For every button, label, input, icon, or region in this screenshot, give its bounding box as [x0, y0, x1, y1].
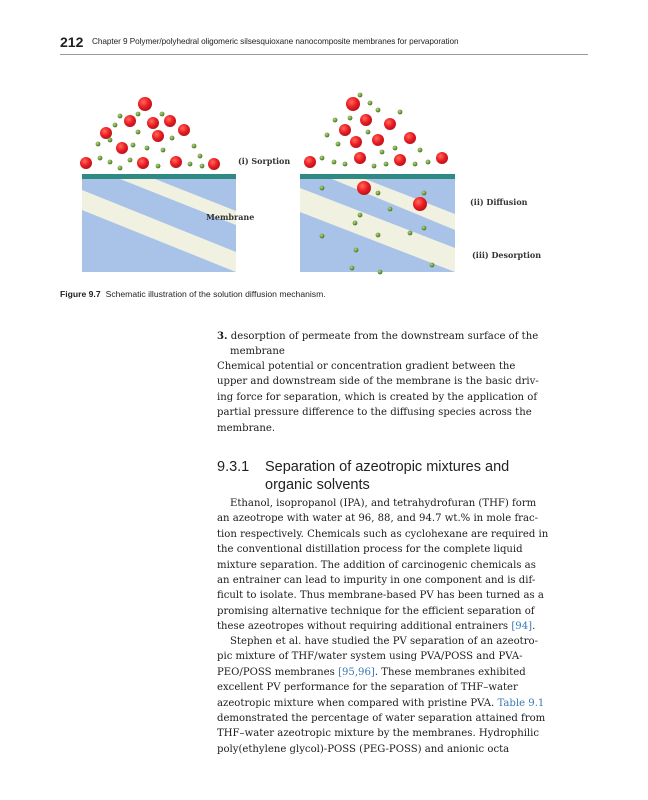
- paragraph-line: mixture separation. The addition of carcinogenic chemicals as: [217, 559, 536, 571]
- figure-caption: [60, 289, 326, 299]
- paragraph-line: excellent PV performance for the separation of THF–water: [217, 682, 518, 694]
- paragraph-driving-force: [217, 359, 563, 436]
- paragraph-line: membrane.: [217, 422, 276, 434]
- paragraph-line: an entrainer can lead to impurity in one component and is dif-: [217, 575, 536, 587]
- paragraph-line: PEO/POSS membranes: [217, 666, 335, 678]
- list-number: 3.: [217, 331, 228, 342]
- paragraph-line: . These membranes exhibited: [374, 666, 526, 678]
- paragraph-line: these azeotropes without requiring additional entrainers: [217, 621, 509, 633]
- label-membrane: Membrane: [206, 212, 255, 222]
- citation-link[interactable]: [95,96]: [338, 666, 375, 678]
- membrane-left: [82, 174, 236, 272]
- running-head: Chapter 9 Polymer/polyhedral oligomeric silsesquioxane nanocomposite membranes for pervaporation: [92, 37, 459, 46]
- label-desorption: (iii) Desorption: [472, 250, 542, 260]
- paragraph-line: pic mixture of THF/water system using PVA/POSS and PVA-: [217, 651, 523, 663]
- paragraph-azeotropes: Ethanol, isopropanol (IPA), and tetrahydrofuran (THF) form an azeotrope with water at 96, 88, and 94.7 wt.% in mole frac- tion respectively. Chemicals such as cyclohexane are required in the conventional distillation process for the complete liquid mixture separation. The addition of carcinogenic chemicals as an entrainer can lead to impurity in one component and is dif- ficult to isolate. Thus membrane-based PV has been turned as a promising alternative technique for the efficient separation of these azeotropes without requiring additional entrainers [94].: [217, 496, 563, 635]
- paragraph-line: ing force for separation, which is created by the application of: [217, 391, 538, 403]
- section-number: 9.3.1: [217, 459, 250, 475]
- paragraph-line: an azeotrope with water at 96, 88, and 94.7 wt.% in mole frac-: [217, 513, 539, 525]
- label-sorption: (i) Sorption: [238, 156, 291, 166]
- paragraph-line: promising alternative technique for the efficient separation of: [217, 605, 535, 617]
- page-number: 212: [60, 34, 84, 50]
- paragraph-line: the conventional distillation process for the complete liquid: [217, 544, 523, 556]
- figure-caption-text: Schematic illustration of the solution diffusion mechanism.: [105, 289, 326, 299]
- paragraph-line: azeotropic mixture when compared with pristine PVA.: [217, 697, 495, 709]
- paragraph-line: partial pressure difference to the diffusing species across the: [217, 407, 532, 419]
- page-header: [60, 34, 588, 55]
- paragraph-line: THF–water azeotropic mixture by the membranes. Hydrophilic: [217, 728, 540, 740]
- citation-link[interactable]: [94]: [511, 621, 533, 633]
- table-link[interactable]: Table 9.1: [497, 697, 545, 709]
- figure-solution-diffusion: [60, 90, 590, 285]
- section-title-line-2: organic solvents: [265, 477, 370, 493]
- molecules-left: [80, 97, 220, 170]
- section-heading: [217, 458, 563, 494]
- section-title-line-1: Separation of azeotropic mixtures and: [265, 459, 510, 475]
- list-item-text-2: membrane: [230, 346, 285, 358]
- paragraph-line: upper and downstream side of the membrane is the basic driv-: [217, 376, 539, 388]
- figure-caption-label: Figure 9.7: [60, 289, 101, 299]
- label-diffusion: (ii) Diffusion: [470, 197, 528, 207]
- paragraph-line: ficult to isolate. Thus membrane-based PV has been turned as a: [217, 590, 544, 602]
- paragraph-line: demonstrated the percentage of water separation attained from: [217, 713, 546, 725]
- paragraph-line: Stephen et al. have studied the PV separation of an azeotro-: [230, 636, 539, 647]
- paragraph-line: Ethanol, isopropanol (IPA), and tetrahydrofuran (THF) form: [230, 498, 537, 509]
- paragraph-line: poly(ethylene glycol)-POSS (PEG-POSS) and anionic octa: [217, 743, 510, 755]
- paragraph-line: tion respectively. Chemicals such as cyclohexane are required in: [217, 528, 549, 540]
- list-item-text-1: desorption of permeate from the downstream surface of the: [230, 331, 539, 342]
- list-item-3: [217, 329, 563, 360]
- paragraph-line: Chemical potential or concentration gradient between the: [217, 361, 516, 372]
- paragraph-thf-water: [217, 634, 563, 757]
- figure-drawing: [60, 90, 590, 285]
